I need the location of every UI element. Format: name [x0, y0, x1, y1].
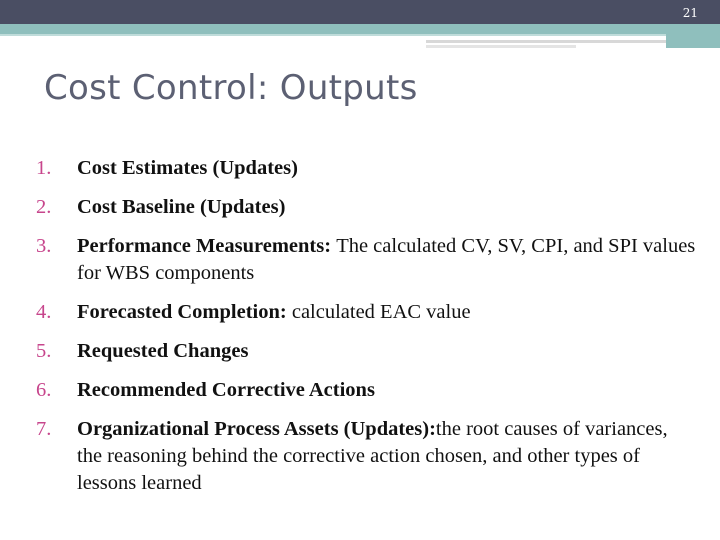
- list-item: [36, 416, 696, 497]
- list-item: [36, 338, 696, 365]
- list-item-number: 4.: [36, 301, 52, 323]
- header-accent-line: [0, 34, 720, 36]
- list-item-heading: Performance Measurements:: [77, 235, 337, 257]
- slide-title: Cost Control: Outputs: [44, 68, 418, 108]
- list-item: [36, 155, 696, 182]
- list-item-number: 6.: [36, 379, 52, 401]
- list-item-text: The calculated CV, SV, CPI, and SPI values for WBS components: [77, 235, 696, 284]
- page-number: 21: [682, 6, 698, 20]
- header-accent-band: [0, 24, 720, 34]
- list-item-text: calculated EAC value: [291, 301, 471, 323]
- list-item-heading: Forecasted Completion:: [77, 301, 292, 323]
- list-item-heading: Recommended Corrective Actions: [77, 379, 375, 401]
- list-item-heading: Cost Baseline (Updates): [77, 196, 286, 218]
- header-bar: [0, 0, 720, 24]
- list-item-heading: Requested Changes: [77, 340, 249, 362]
- header-decorative-strip-short: [426, 45, 576, 48]
- list-item: [36, 377, 696, 404]
- list-item-number: 3.: [36, 235, 52, 257]
- list-item-number: 5.: [36, 340, 52, 362]
- list-item: [36, 233, 696, 287]
- list-item-number: 7.: [36, 418, 52, 440]
- list-item-number: 2.: [36, 196, 52, 218]
- list-item: [36, 194, 696, 221]
- header-decorative-strip: [426, 40, 666, 43]
- list-item-text: the root causes of variances, the reasoning behind the corrective action chosen, and other types of lessons learned: [77, 418, 668, 494]
- list-item-heading: Organizational Process Assets (Updates):: [77, 418, 436, 440]
- list-item-number: 1.: [36, 157, 52, 179]
- list-item-heading: Cost Estimates (Updates): [77, 157, 298, 179]
- outputs-list: [36, 155, 696, 509]
- list-item: [36, 299, 696, 326]
- header-right-tab: [666, 24, 720, 48]
